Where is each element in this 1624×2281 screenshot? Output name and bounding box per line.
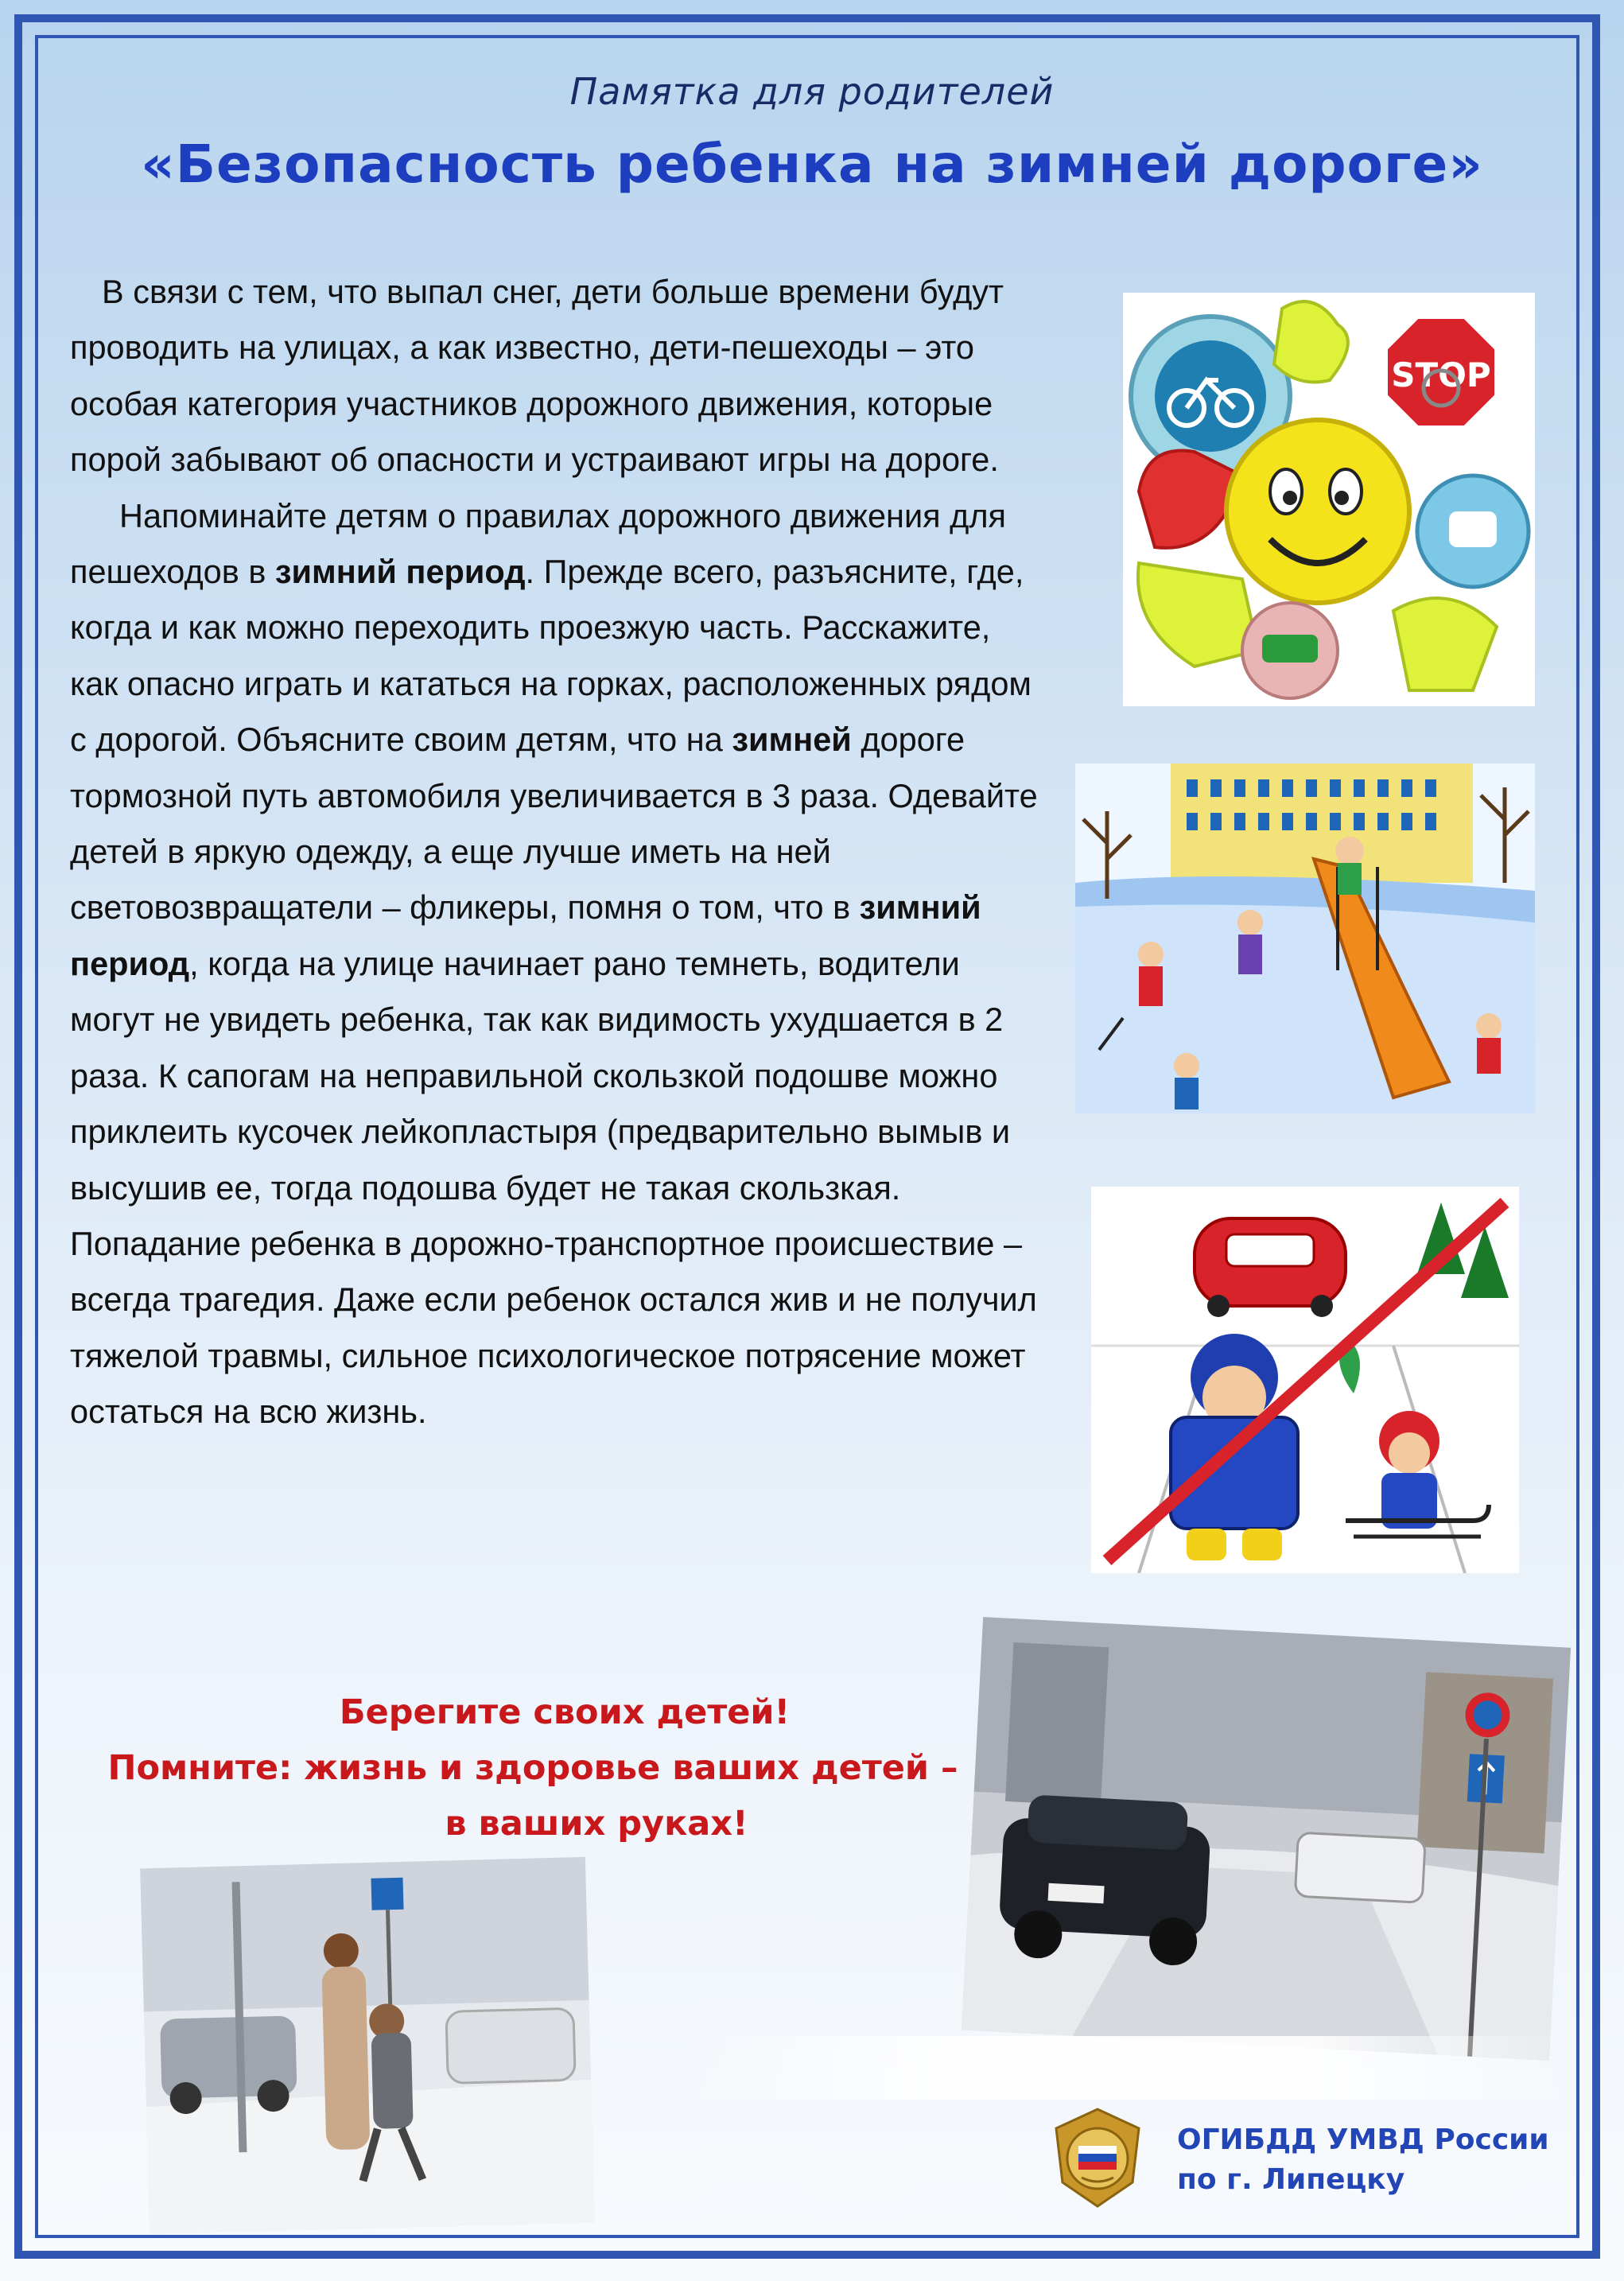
- organization-name: [1177, 2120, 1549, 2200]
- stop-sign-text: STOP: [1391, 356, 1491, 394]
- p2-part-a: Напоминайте детям о правилах дорожного движения для пешеходов в: [70, 496, 1007, 591]
- winter-slide-image: [1075, 764, 1535, 1113]
- main-text: [70, 264, 1042, 1440]
- no-sledding-near-road-image: [1091, 1187, 1519, 1573]
- winter-road-photo: [962, 1617, 1571, 2061]
- org-line-2: по г. Липецку: [1177, 2163, 1405, 2196]
- winter-slide-illustration: [1075, 764, 1535, 1113]
- p2-part-e: , когда на улице начинает рано темнеть, водители могут не увидеть ребенка, так как видимость ухудшается в 2 раза. К сапогам на неправильной скользкой подошве можно приклеить кусочек лейкопластыря (предварительно вымыв и высушив ее, тогда подошва будет не такая скользкая. Попадание ребенка в дорожно-транспортное происшествие – всегда трагедия. Даже если ребенок остался жив и не получил тяжелой травмы, сильное психологическое потрясение может остаться на всю жизнь.: [70, 944, 1037, 1431]
- slogan-line-1: Берегите своих детей!: [339, 1692, 791, 1732]
- paragraph-2: [70, 488, 1042, 1440]
- footer-highlight: [684, 2036, 1575, 2100]
- pedestrians-photo: [140, 1857, 595, 2235]
- p2-bold-3: зимний период: [70, 888, 981, 982]
- org-line-1: ОГИБДД УМВД России: [1177, 2124, 1549, 2156]
- p2-part-d: дороге тормозной путь автомобиля увеличивается в 3 раза. Одевайте детей в яркую одежду, а еще лучше иметь на ней световозвращатели – фликеры, помня о том, что в: [70, 721, 1038, 927]
- winter-road-cars-photo: [962, 1617, 1571, 2061]
- no-sledding-illustration: [1091, 1187, 1519, 1573]
- reflectors-image: [1123, 293, 1535, 706]
- leaflet-subtitle: Памятка для родителей: [569, 70, 1055, 113]
- slogan-line-2: Помните: жизнь и здоровье ваших детей –: [107, 1748, 958, 1788]
- reflectors-illustration: [1123, 293, 1535, 706]
- paragraph-1: [70, 264, 1042, 488]
- leaflet-title: «Безопасность ребенка на зимней дороге»: [141, 134, 1483, 195]
- traffic-police-emblem-icon: [1050, 2106, 1145, 2209]
- paragraph-1-text: В связи с тем, что выпал снег, дети больше времени будут проводить на улицах, а как известно, дети-пешеходы – это особая категория участников дорожного движения, которые порой забывают об опасности и устраивают игры на дороге.: [70, 273, 1004, 479]
- p2-bold-1: зимний период: [274, 553, 526, 591]
- p2-bold-2: зимней: [732, 721, 852, 759]
- p2-part-c: . Прежде всего, разъясните, где, когда и как можно переходить проезжую часть. Расскажите, как опасно играть и кататься на горках, расположенных рядом с дорогой. Объясните своим детям, что на: [70, 553, 1032, 759]
- safety-slogan: [107, 1685, 1002, 1852]
- pedestrians-snow-photo: [140, 1857, 595, 2235]
- slogan-line-3: в ваших руках!: [445, 1804, 748, 1844]
